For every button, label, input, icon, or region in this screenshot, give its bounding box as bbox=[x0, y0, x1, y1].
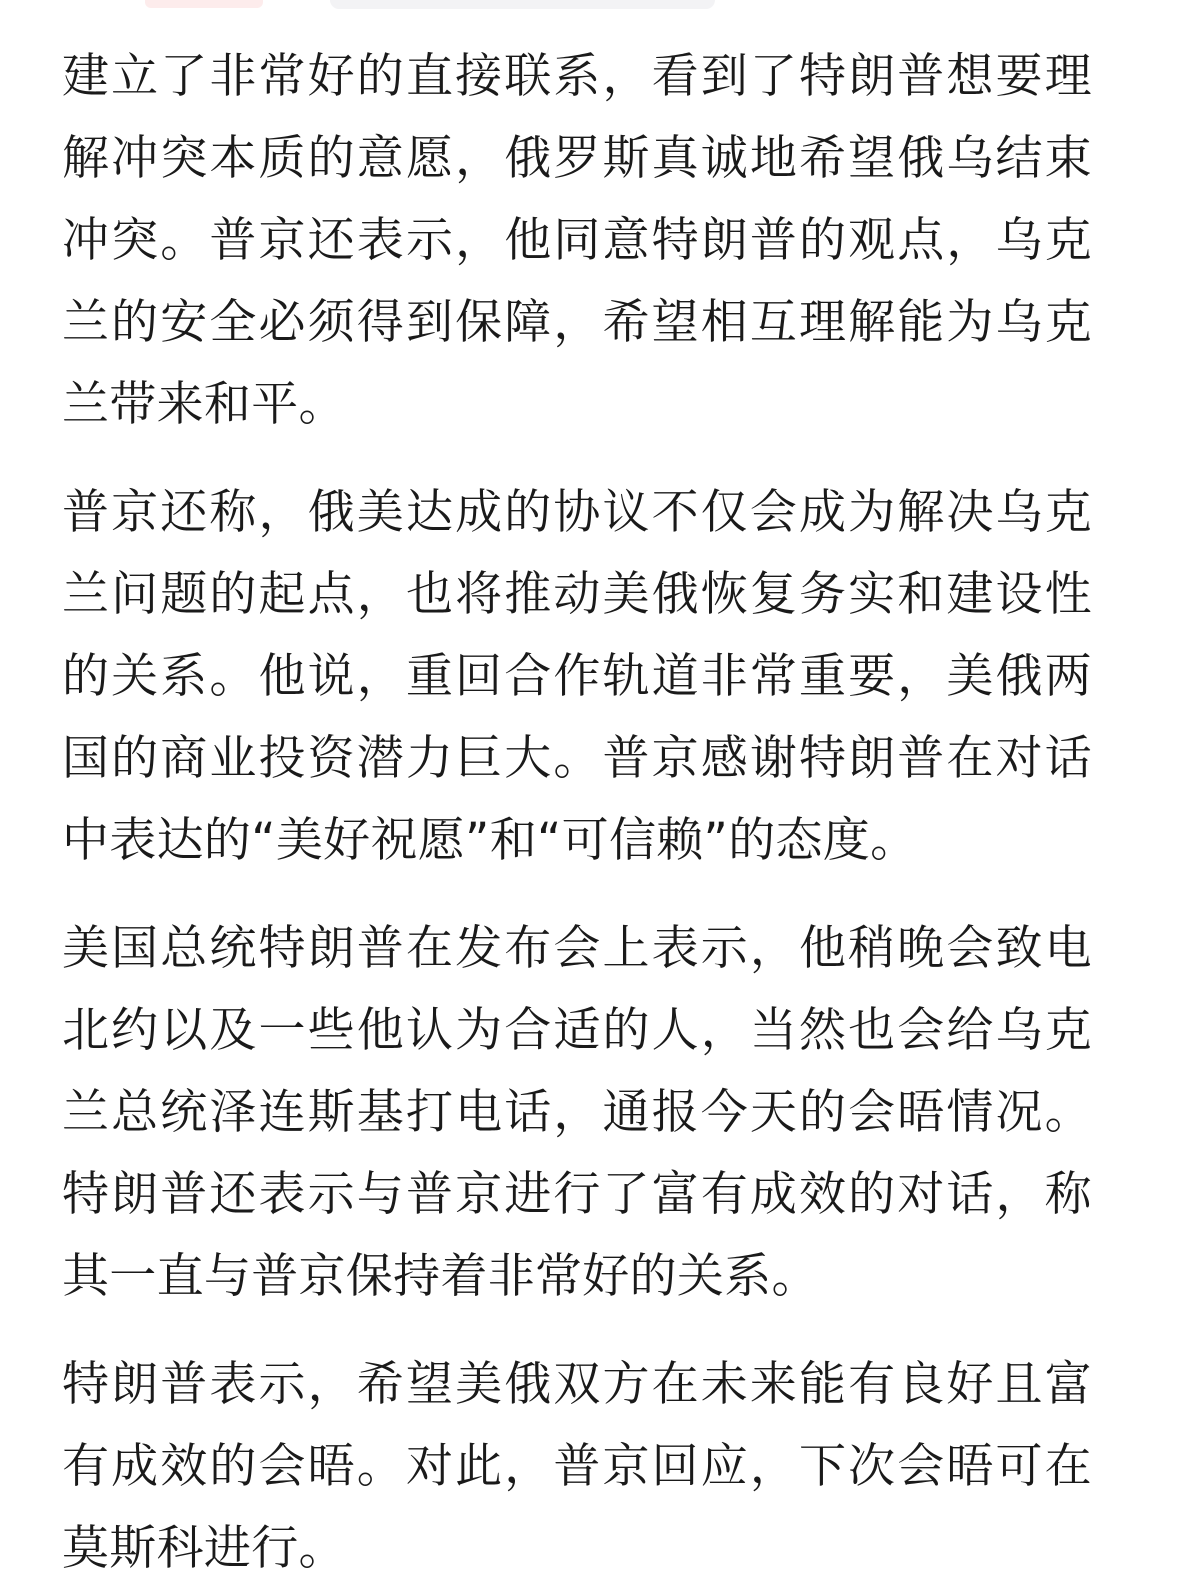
article-paragraph: 建立了非常好的直接联系，看到了特朗普想要理解冲突本质的意愿，俄罗斯真诚地希望俄乌结束冲突。普京还表示，他同意特朗普的观点，乌克兰的安全必须得到保障，希望相互理解能为乌克兰带来和平。 bbox=[62, 49, 1092, 432]
article-paragraph: 特朗普表示，希望美俄双方在未来能有良好且富有成效的会晤。对此，普京回应，下次会晤可在莫斯科进行。 bbox=[62, 1357, 1092, 1576]
clipped-red-tag[interactable] bbox=[145, 0, 263, 8]
article-paragraph: 普京还称，俄美达成的协议不仅会成为解决乌克兰问题的起点，也将推动美俄恢复务实和建设性的关系。他说，重回合作轨道非常重要，美俄两国的商业投资潜力巨大。普京感谢特朗普在对话中表达的“美好祝愿”和“可信赖”的态度。 bbox=[62, 485, 1092, 868]
clipped-search-pill[interactable] bbox=[330, 0, 715, 9]
article-paragraph: 美国总统特朗普在发布会上表示，他稍晚会致电北约以及一些他认为合适的人，当然也会给乌克兰总统泽连斯基打电话，通报今天的会晤情况。特朗普还表示与普京进行了富有成效的对话，称其一直与普京保持着非常好的关系。 bbox=[62, 921, 1092, 1304]
top-clipped-toolbar bbox=[0, 0, 1179, 12]
article-body bbox=[62, 36, 1092, 1590]
